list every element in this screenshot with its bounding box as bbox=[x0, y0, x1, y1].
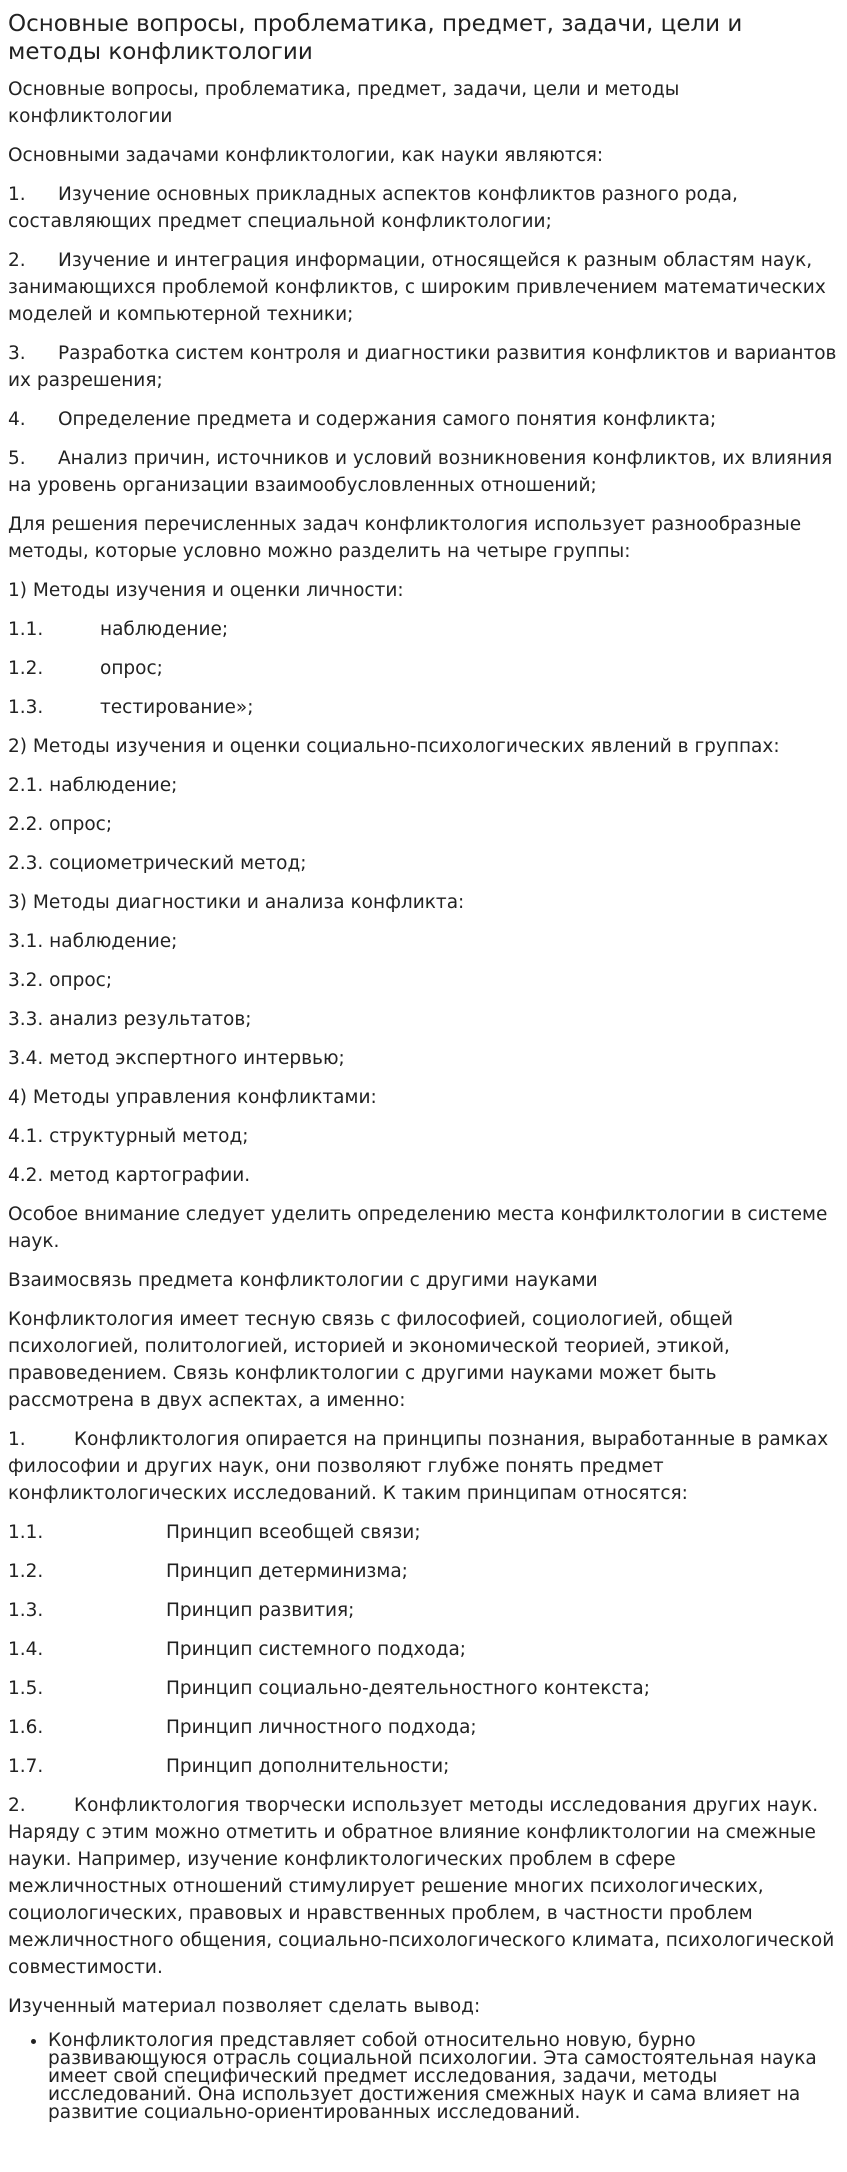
principle-text: Принцип детерминизма; bbox=[166, 1561, 408, 1582]
principle-text: Принцип социально-деятельностного контекста; bbox=[166, 1678, 650, 1699]
method-item: 2.2. опрос; bbox=[8, 814, 113, 835]
method-number: 1.1. bbox=[8, 619, 44, 640]
task-number: 4. bbox=[8, 409, 26, 430]
method-text: тестирование»; bbox=[100, 697, 254, 718]
method-item: 2.3. социометрический метод; bbox=[8, 853, 307, 874]
principle-text: Принцип дополнительности; bbox=[166, 1756, 450, 1777]
task-item bbox=[8, 181, 839, 235]
method-item: 3.1. наблюдение; bbox=[8, 931, 178, 952]
principle-item bbox=[8, 1753, 839, 1780]
method-item bbox=[8, 694, 839, 721]
principle-number: 1.6. bbox=[8, 1717, 44, 1738]
aspect-item bbox=[8, 1426, 839, 1507]
tasks-intro: Основными задачами конфликтологии, как науки являются: bbox=[8, 145, 604, 166]
method-item bbox=[8, 655, 839, 682]
method-item bbox=[8, 616, 839, 643]
method-group-heading: 1) Методы изучения и оценки личности: bbox=[8, 580, 404, 601]
method-item: 4.1. структурный метод; bbox=[8, 1126, 249, 1147]
principle-number: 1.1. bbox=[8, 1522, 44, 1543]
principle-text: Принцип всеобщей связи; bbox=[166, 1522, 421, 1543]
relation-paragraph: Конфликтология имеет тесную связь с философией, социологией, общей психологией, политологией, историей и экономической теорией, этикой, правоведением. Связь конфликтологии с другими науками может быть рассмотрена в двух аспектах, а именно: bbox=[8, 1309, 733, 1411]
principle-number: 1.7. bbox=[8, 1756, 44, 1777]
principle-text: Принцип личностного подхода; bbox=[166, 1717, 477, 1738]
task-text: Изучение основных прикладных аспектов конфликтов разного рода, составляющих предмет специальной конфликтологии; bbox=[8, 184, 738, 232]
aspect-item bbox=[8, 1792, 839, 1981]
principle-text: Принцип развития; bbox=[166, 1600, 355, 1621]
conclusion-item: • Конфликтология представляет собой относительно новую, бурно развивающуюся отрасль социальной психологии. Эта самостоятельная наука имеет свой специфический предмет исследования, задачи, методы исследований. Она использует достижения смежных наук и сама влияет на развитие социально-ориентированных исследований. bbox=[48, 2032, 839, 2122]
method-group-heading: 4) Методы управления конфликтами: bbox=[8, 1087, 377, 1108]
principle-number: 1.4. bbox=[8, 1639, 44, 1660]
article-subtitle: Основные вопросы, проблематика, предмет, задачи, цели и методы конфликтологии bbox=[8, 79, 680, 127]
principle-number: 1.2. bbox=[8, 1561, 44, 1582]
method-item: 3.4. метод экспертного интервью; bbox=[8, 1048, 345, 1069]
conclusion-list bbox=[8, 2032, 839, 2122]
methods-intro: Для решения перечисленных задач конфликтология использует разнообразные методы, которые условно можно разделить на четыре группы: bbox=[8, 514, 802, 562]
method-item: 3.3. анализ результатов; bbox=[8, 1009, 252, 1030]
principle-item bbox=[8, 1519, 839, 1546]
method-group-heading: 3) Методы диагностики и анализа конфликта: bbox=[8, 892, 465, 913]
task-text: Изучение и интеграция информации, относящейся к разным областям наук, занимающихся проблемой конфликтов, с широким привлечением математических моделей и компьютерной техники; bbox=[8, 250, 826, 325]
method-number: 1.3. bbox=[8, 697, 44, 718]
relation-heading: Взаимосвязь предмета конфликтологии с другими науками bbox=[8, 1270, 598, 1291]
method-text: опрос; bbox=[100, 658, 163, 679]
principle-item bbox=[8, 1675, 839, 1702]
aspect-text: Конфликтология опирается на принципы познания, выработанные в рамках философии и других наук, они позволяют глубже понять предмет конфликтологических исследований. К таким принципам относятся: bbox=[8, 1429, 829, 1504]
conclusion-intro: Изученный материал позволяет сделать вывод: bbox=[8, 1996, 481, 2017]
task-text: Анализ причин, источников и условий возникновения конфликтов, их влияния на уровень организации взаимообусловленных отношений; bbox=[8, 448, 833, 496]
principle-item bbox=[8, 1597, 839, 1624]
page-title: Основные вопросы, проблематика, предмет, задачи, цели и методы конфликтологии bbox=[8, 11, 743, 65]
method-item: 2.1. наблюдение; bbox=[8, 775, 178, 796]
principle-item bbox=[8, 1714, 839, 1741]
principle-text: Принцип системного подхода; bbox=[166, 1639, 467, 1660]
method-group-heading: 2) Методы изучения и оценки социально-психологических явлений в группах: bbox=[8, 736, 780, 757]
principle-number: 1.3. bbox=[8, 1600, 44, 1621]
aspect-number: 2. bbox=[8, 1795, 26, 1816]
principle-item bbox=[8, 1636, 839, 1663]
task-number: 2. bbox=[8, 250, 26, 271]
task-number: 3. bbox=[8, 343, 26, 364]
aspect-number: 1. bbox=[8, 1429, 26, 1450]
task-number: 1. bbox=[8, 184, 26, 205]
aspect-text: Конфликтология творчески использует методы исследования других наук. Наряду с этим можно отметить и обратное влияние конфликтологии на смежные науки. Например, изучение конфликтологических проблем в сфере межличностных отношений стимулирует решение многих психологических, социологических, правовых и нравственных проблем, в частности проблем межличностного общения, социально-психологического климата, психологической совместимости. bbox=[8, 1795, 835, 1978]
method-item: 4.2. метод картографии. bbox=[8, 1165, 251, 1186]
method-text: наблюдение; bbox=[100, 619, 229, 640]
task-text: Определение предмета и содержания самого понятия конфликта; bbox=[58, 409, 717, 430]
task-item bbox=[8, 340, 839, 394]
task-number: 5. bbox=[8, 448, 26, 469]
task-item bbox=[8, 445, 839, 499]
task-text: Разработка систем контроля и диагностики развития конфликтов и вариантов их разрешения; bbox=[8, 343, 837, 391]
method-number: 1.2. bbox=[8, 658, 44, 679]
principle-item bbox=[8, 1558, 839, 1585]
attention-paragraph: Особое внимание следует уделить определению места конфилктологии в системе наук. bbox=[8, 1204, 828, 1252]
method-item: 3.2. опрос; bbox=[8, 970, 113, 991]
task-item bbox=[8, 406, 839, 433]
task-item bbox=[8, 247, 839, 328]
principle-number: 1.5. bbox=[8, 1678, 44, 1699]
